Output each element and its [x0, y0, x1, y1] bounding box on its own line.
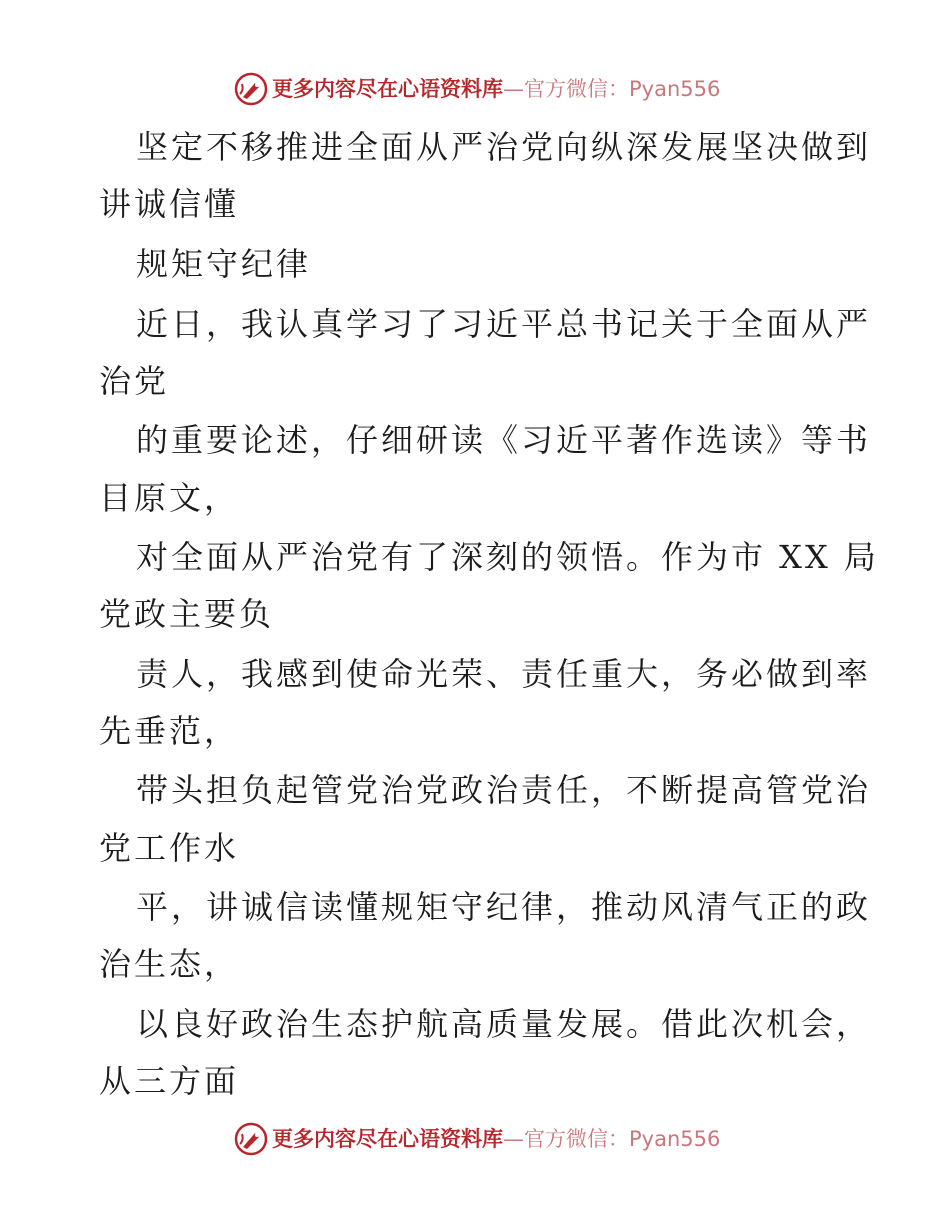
doc-line: 先垂范，	[99, 712, 240, 750]
doc-line: 目原文，	[99, 479, 240, 517]
doc-line: 的重要论述，仔细研读《习近平著作选读》等书	[136, 421, 872, 459]
doc-line: 带头担负起管党治党政治责任，不断提高管党治	[136, 771, 872, 809]
footer-watermark	[0, 1120, 950, 1160]
watermark-suffix: 官方微信：	[524, 1127, 629, 1151]
doc-line: 党政主要负	[99, 595, 275, 633]
watermark-suffix: 官方微信：	[524, 77, 629, 101]
doc-line: 规矩守纪律	[136, 245, 312, 283]
watermark-account: Pyan556	[629, 77, 721, 101]
doc-line: 治生态，	[99, 945, 240, 983]
doc-line: 对全面从严治党有了深刻的领悟。作为市 XX 局	[136, 538, 879, 576]
pen-nib-logo-icon	[234, 1122, 268, 1156]
watermark-brand: 更多内容尽在心语资料库	[272, 77, 503, 101]
watermark-brand: 更多内容尽在心语资料库	[272, 1127, 503, 1151]
doc-line: 坚定不移推进全面从严治党向纵深发展坚决做到	[136, 128, 872, 166]
doc-line: 讲诚信懂	[99, 185, 240, 223]
doc-line: 责人，我感到使命光荣、责任重大，务必做到率	[136, 655, 872, 693]
watermark-dash: —	[503, 1127, 524, 1151]
doc-line: 党工作水	[99, 829, 240, 867]
doc-line: 从三方面	[99, 1062, 240, 1100]
doc-line: 平，讲诚信读懂规矩守纪律，推动风清气正的政	[136, 888, 872, 926]
doc-line: 以良好政治生态护航高质量发展。借此次机会，	[136, 1005, 872, 1043]
watermark-dash: —	[503, 77, 524, 101]
doc-line: 近日，我认真学习了习近平总书记关于全面从严	[136, 305, 872, 343]
doc-line: 治党	[99, 362, 170, 400]
watermark-account: Pyan556	[629, 1127, 721, 1151]
watermark-text	[272, 1127, 720, 1151]
